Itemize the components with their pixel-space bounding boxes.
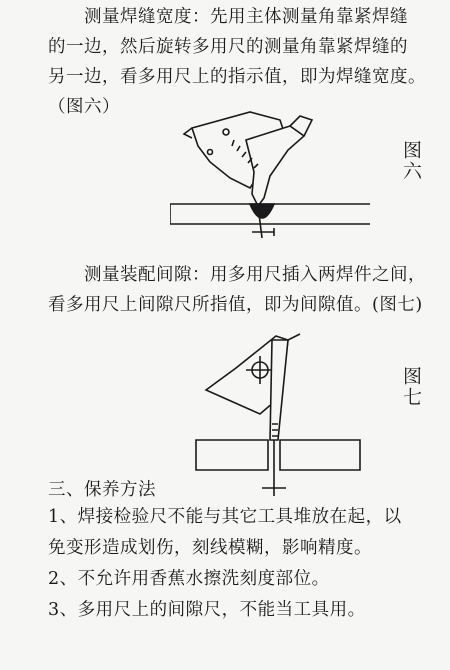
gap-line-1: 测量装配间隙：用多用尺插入两焊件之间， [84, 265, 426, 285]
figure7-diagram [190, 328, 370, 498]
maintenance-item-3: 3、多用尺上的间隙尺，不能当工具用。 [48, 600, 366, 620]
figure6-reference: （图六） [48, 97, 120, 117]
gap-line-2: 看多用尺上间隙尺所指值，即为间隙值。(图七) [48, 295, 423, 315]
weld-width-line-3: 另一边，看多用尺上的指示值，即为焊缝宽度。 [48, 67, 426, 87]
maintenance-item-1-cont: 免变形造成划伤，刻线模糊，影响精度。 [48, 538, 372, 558]
gap-paragraph [48, 260, 440, 320]
maintenance-item-2: 2、不允许用香蕉水擦洗刻度部位。 [48, 569, 330, 589]
weld-width-line-2: 的一边，然后旋转多用尺的测量角靠紧焊缝的 [48, 37, 408, 57]
weld-width-line-1: 测量焊缝宽度：先用主体测量角靠紧焊缝 [84, 7, 408, 27]
maintenance-list [48, 502, 444, 626]
figure6-label: 图六 [400, 140, 422, 182]
weld-width-paragraph [48, 2, 440, 122]
figure7-label: 图七 [400, 366, 422, 408]
figure6-diagram [170, 106, 370, 246]
maintenance-item-1: 1、焊接检验尺不能与其它工具堆放在起，以 [48, 507, 402, 527]
maintenance-title: 三、保养方法 [48, 480, 156, 500]
